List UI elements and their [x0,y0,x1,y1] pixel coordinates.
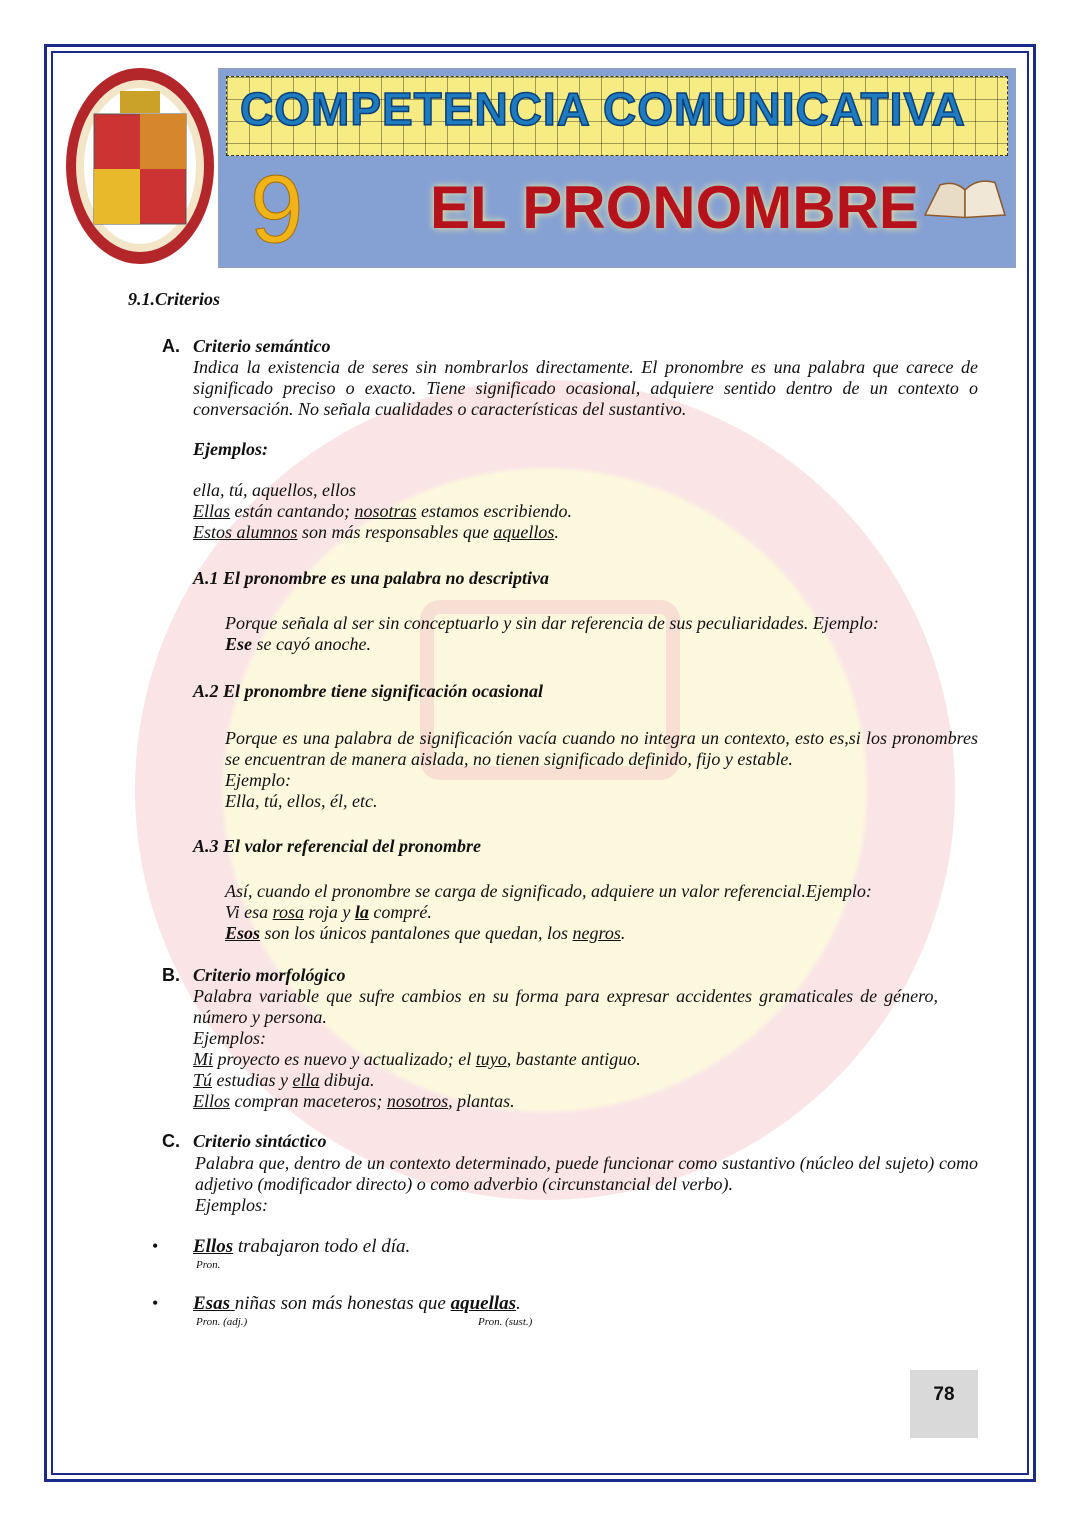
example-line: Ella, tú, ellos, él, etc. [225,791,378,811]
subsection-title: A.3 El valor referencial del pronombre [193,836,481,856]
subsection-text: Porque señala al ser sin conceptuarlo y sin dar referencia de sus peculiaridades. Ejemplo: [225,613,879,633]
open-book-icon [920,170,1010,225]
text: son los únicos pantalones que quedan, los [260,923,573,943]
example-label: Ejemplo: [225,770,291,790]
pronoun: Ellos [193,1236,234,1257]
example-line [193,501,572,522]
page-number: 78 [910,1370,978,1438]
pronoun: Mi [193,1049,213,1069]
text: niñas son más honestas que [234,1293,451,1314]
text: , bastante antiguo. [506,1049,641,1069]
grammar-note: Pron. (sust.) [478,1316,533,1328]
example-line [225,634,371,655]
text: roja y [304,902,355,922]
examples-label: Ejemplos: [195,1195,268,1215]
example-bullet [193,1293,521,1314]
example-line [193,1091,515,1112]
text: proyecto es nuevo y actualizado; el [213,1049,476,1069]
section-letter: B. [162,965,180,985]
criterion-title: Criterio sintáctico [193,1131,327,1151]
pronoun: aquellos [493,522,555,542]
example-line: ella, tú, aquellos, ellos [193,480,356,500]
pronoun: Esas [193,1293,235,1314]
subsection-title: A.1 El pronombre es una palabra no descriptiva [193,568,550,588]
section-letter: A. [162,336,180,356]
text: se cayó anoche. [252,634,371,654]
criterion-paragraph: Palabra que, dentro de un contexto determinado, puede funcionar como sustantivo (núcleo del sujeto) como adjetivo (modificador directo) o como adverbio (circunstancial del verbo). [195,1153,978,1194]
pronoun: Esos [225,923,261,943]
text: compran maceteros; [230,1091,387,1111]
noun: rosa [272,902,304,922]
example-line [193,1049,641,1070]
text: , plantas. [448,1091,515,1111]
bullet-icon: • [152,1236,159,1256]
text: están cantando; [230,501,355,521]
text: . [516,1293,521,1314]
examples-label: Ejemplos: [193,1028,266,1048]
university-seal-logo [64,66,216,266]
pronoun: Estos alumnos [193,522,298,542]
pronoun: nosotras [354,501,417,521]
text: . [554,522,559,542]
subsection-text: Así, cuando el pronombre se carga de significado, adquiere un valor referencial.Ejemplo: [225,881,872,901]
grammar-note: Pron. (adj.) [196,1316,248,1328]
text: compré. [368,902,432,922]
pronoun: Ellas [193,501,231,521]
noun: negros [572,923,621,943]
chapter-number: 9 [250,156,304,263]
chapter-title: EL PRONOMBRE [430,174,919,241]
example-line [193,522,559,543]
text: estudias y [212,1070,293,1090]
bullet-icon: • [152,1293,159,1313]
section-letter: C. [162,1131,180,1151]
text: trabajaron todo el día. [233,1236,411,1257]
example-bullet [193,1236,410,1257]
pronoun: Tú [193,1070,213,1090]
criterion-paragraph: Indica la existencia de seres sin nombrarlos directamente. El pronombre es una palabra que carece de significado preciso o exacto. Tiene significado ocasional, adquiere sentido dentro de un contexto o conversación. No señala cualidades o características del sustantivo. [193,357,978,419]
criterion-paragraph: Palabra variable que sufre cambios en su forma para expresar accidentes gramaticales de género, número y persona. [193,986,938,1027]
text: dibuja. [319,1070,375,1090]
text: son más responsables que [297,522,494,542]
section-title: 9.1.Criterios [128,289,221,309]
banner-heading: COMPETENCIA COMUNICATIVA [240,83,966,135]
pronoun: ella [292,1070,320,1090]
pronoun: nosotros [386,1091,449,1111]
pronoun: aquellas [450,1293,517,1314]
text: estamos escribiendo. [416,501,572,521]
text: . [620,923,626,943]
pronoun: tuyo [475,1049,507,1069]
criterion-title: Criterio morfológico [193,965,346,985]
pronoun: Ellos [193,1091,231,1111]
example-line [193,1070,375,1091]
example-line [225,902,432,923]
pronoun: Ese [225,634,252,654]
text: Vi esa [225,902,273,922]
example-line [225,923,625,944]
criterion-title: Criterio semántico [193,336,331,356]
subsection-title: A.2 El pronombre tiene significación ocasional [193,681,544,701]
grammar-note: Pron. [196,1259,221,1271]
subsection-text: Porque es una palabra de significación vacía cuando no integra un contexto, esto es,si los pronombres se encuentran de manera aislada, no tienen significado definido, fijo y estable. [225,728,978,769]
examples-label: Ejemplos: [193,439,268,459]
chapter-banner [218,68,1016,268]
pronoun: la [354,902,369,922]
